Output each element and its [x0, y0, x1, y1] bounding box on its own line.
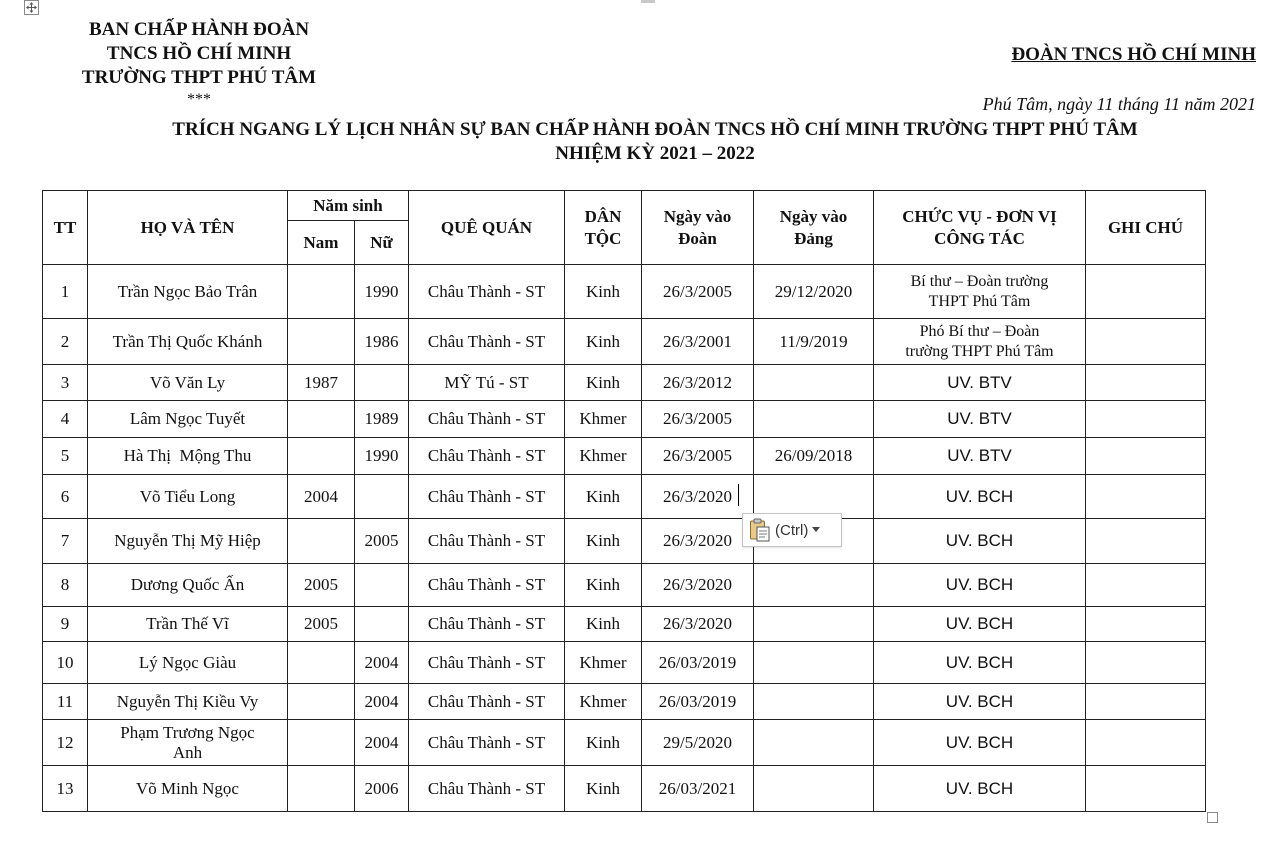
- header-position-line-1: CHỨC VỤ - ĐƠN VỊ: [902, 206, 1057, 226]
- table-row: [43, 401, 1206, 438]
- cell-position[interactable]: UV. BTV: [874, 438, 1086, 475]
- header-ethnicity: [565, 191, 642, 265]
- cell-male[interactable]: [288, 684, 355, 720]
- header-male: Nam: [288, 221, 355, 265]
- org-line-1: BAN CHẤP HÀNH ĐOÀN: [88, 19, 310, 40]
- organization-header: [58, 18, 340, 110]
- cell-note[interactable]: [1086, 766, 1206, 812]
- cell-ethnicity[interactable]: Kinh: [565, 265, 642, 319]
- cell-party-date[interactable]: 26/09/2018: [754, 438, 874, 475]
- cell-hometown[interactable]: Châu Thành - ST: [409, 519, 565, 564]
- cell-tt[interactable]: 1: [43, 265, 88, 319]
- cell-position[interactable]: UV. BTV: [874, 401, 1086, 438]
- cell-female[interactable]: [355, 365, 409, 401]
- cell-hometown[interactable]: Châu Thành - ST: [409, 642, 565, 684]
- cell-female[interactable]: [355, 607, 409, 642]
- cell-hometown[interactable]: Châu Thành - ST: [409, 684, 565, 720]
- cell-name[interactable]: Nguyễn Thị Mỹ Hiệp: [88, 519, 288, 564]
- cell-ethnicity[interactable]: Khmer: [565, 684, 642, 720]
- cell-hometown[interactable]: Châu Thành - ST: [409, 766, 565, 812]
- cell-position[interactable]: UV. BCH: [874, 684, 1086, 720]
- cell-hometown[interactable]: Châu Thành - ST: [409, 607, 565, 642]
- cell-female[interactable]: 1990: [355, 438, 409, 475]
- cell-youth-union-date[interactable]: 26/3/2020: [642, 564, 754, 607]
- cell-party-date[interactable]: [754, 642, 874, 684]
- cell-party-date[interactable]: [754, 564, 874, 607]
- cell-tt[interactable]: 13: [43, 766, 88, 812]
- cell-party-date[interactable]: [754, 607, 874, 642]
- cell-name[interactable]: Trần Ngọc Bảo Trân: [88, 265, 288, 319]
- table-resize-handle[interactable]: [1207, 812, 1218, 823]
- cell-note[interactable]: [1086, 475, 1206, 519]
- cell-position[interactable]: UV. BCH: [874, 519, 1086, 564]
- cell-youth-union-date[interactable]: 26/3/2005: [642, 438, 754, 475]
- table-move-handle[interactable]: [24, 0, 39, 15]
- cell-female[interactable]: 1986: [355, 319, 409, 365]
- cell-hometown[interactable]: Châu Thành - ST: [409, 265, 565, 319]
- cell-party-date[interactable]: [754, 475, 874, 519]
- table-row: [43, 564, 1206, 607]
- position-line-2: trường THPT Phú Tâm: [905, 342, 1054, 360]
- cell-tt[interactable]: 6: [43, 475, 88, 519]
- cell-tt[interactable]: 12: [43, 720, 88, 766]
- cell-party-date[interactable]: 11/9/2019: [754, 319, 874, 365]
- cell-tt[interactable]: 8: [43, 564, 88, 607]
- cell-position[interactable]: UV. BCH: [874, 720, 1086, 766]
- table-row: [43, 766, 1206, 812]
- header-tt: TT: [43, 191, 88, 265]
- cell-tt[interactable]: 11: [43, 684, 88, 720]
- header-party-line-2: Đảng: [794, 228, 833, 248]
- cell-female[interactable]: 2004: [355, 684, 409, 720]
- cell-youth-union-date[interactable]: 26/03/2019: [642, 684, 754, 720]
- cell-name[interactable]: [88, 720, 288, 766]
- name-line-2: Anh: [172, 742, 203, 762]
- cell-party-date[interactable]: 29/12/2020: [754, 265, 874, 319]
- table-row: [43, 265, 1206, 319]
- cell-youth-union-date[interactable]: 26/3/2020: [642, 607, 754, 642]
- header-ethnicity-line-1: DÂN: [584, 206, 622, 226]
- org-line-3: TRƯỜNG THPT PHÚ TÂM: [81, 67, 317, 88]
- cell-note[interactable]: [1086, 519, 1206, 564]
- cell-female[interactable]: [355, 564, 409, 607]
- cell-hometown[interactable]: MỸ Tú - ST: [409, 365, 565, 401]
- cell-note[interactable]: [1086, 642, 1206, 684]
- cell-youth-union-date[interactable]: 26/03/2019: [642, 642, 754, 684]
- cell-position[interactable]: UV. BCH: [874, 766, 1086, 812]
- name-line-1: Phạm Trương Ngọc: [120, 722, 255, 742]
- cell-male[interactable]: [288, 265, 355, 319]
- header-party-line-1: Ngày vào: [779, 206, 848, 226]
- position-line-1: Bí thư – Đoàn trường: [910, 272, 1049, 290]
- cell-hometown[interactable]: Châu Thành - ST: [409, 438, 565, 475]
- cell-name[interactable]: Lâm Ngọc Tuyết: [88, 401, 288, 438]
- cell-position[interactable]: UV. BCH: [874, 475, 1086, 519]
- cell-name[interactable]: Võ Tiểu Long: [88, 475, 288, 519]
- header-female: Nữ: [355, 221, 409, 265]
- paste-options-label: (Ctrl): [775, 521, 809, 539]
- cell-tt[interactable]: 7: [43, 519, 88, 564]
- cell-female[interactable]: 2004: [355, 720, 409, 766]
- org-line-2: TNCS HỒ CHÍ MINH: [106, 43, 292, 64]
- cell-male[interactable]: [288, 720, 355, 766]
- cell-female[interactable]: 2004: [355, 642, 409, 684]
- cell-tt[interactable]: 10: [43, 642, 88, 684]
- document-title: [36, 118, 1274, 166]
- cell-ethnicity[interactable]: Kinh: [565, 475, 642, 519]
- cell-hometown[interactable]: Châu Thành - ST: [409, 401, 565, 438]
- header-ethnicity-line-2: TỘC: [584, 228, 622, 248]
- table-row: [43, 684, 1206, 720]
- cell-tt[interactable]: 9: [43, 607, 88, 642]
- cell-party-date[interactable]: [754, 684, 874, 720]
- table-row: [43, 319, 1206, 365]
- cell-name[interactable]: Trần Thế Vĩ: [88, 607, 288, 642]
- cell-party-date[interactable]: [754, 365, 874, 401]
- cell-note[interactable]: [1086, 401, 1206, 438]
- cell-male[interactable]: 2004: [288, 475, 355, 519]
- cell-ethnicity[interactable]: Khmer: [565, 438, 642, 475]
- cell-male[interactable]: 1987: [288, 365, 355, 401]
- cell-note[interactable]: [1086, 564, 1206, 607]
- cell-tt[interactable]: 3: [43, 365, 88, 401]
- cell-note[interactable]: [1086, 265, 1206, 319]
- cell-note[interactable]: [1086, 684, 1206, 720]
- cell-name[interactable]: Lý Ngọc Giàu: [88, 642, 288, 684]
- table-row: [43, 720, 1206, 766]
- header-youth-union-date: [642, 191, 754, 265]
- title-line-2: NHIỆM KỲ 2021 – 2022: [555, 143, 755, 164]
- table-row: [43, 438, 1206, 475]
- header-youth-union-line-1: Ngày vào: [663, 206, 732, 226]
- cell-youth-union-date[interactable]: 26/3/2012: [642, 365, 754, 401]
- cell-hometown[interactable]: Châu Thành - ST: [409, 475, 565, 519]
- cell-youth-union-date[interactable]: 26/3/2005: [642, 265, 754, 319]
- cell-male[interactable]: [288, 319, 355, 365]
- union-header: ĐOÀN TNCS HỒ CHÍ MINH: [1011, 44, 1256, 65]
- cell-youth-union-date[interactable]: 26/3/2020: [642, 475, 754, 519]
- cell-female[interactable]: 2006: [355, 766, 409, 812]
- clipboard-icon: [749, 518, 771, 542]
- cell-ethnicity[interactable]: Khmer: [565, 642, 642, 684]
- table-row: [43, 475, 1206, 519]
- cell-male[interactable]: [288, 519, 355, 564]
- cell-hometown[interactable]: Châu Thành - ST: [409, 319, 565, 365]
- cell-youth-union-date[interactable]: 26/3/2005: [642, 401, 754, 438]
- paste-options-button[interactable]: [742, 513, 842, 547]
- cell-hometown[interactable]: Châu Thành - ST: [409, 564, 565, 607]
- cell-male[interactable]: [288, 401, 355, 438]
- cell-tt[interactable]: 4: [43, 401, 88, 438]
- header-position: [874, 191, 1086, 265]
- position-line-2: THPT Phú Tâm: [928, 292, 1031, 310]
- cell-youth-union-date[interactable]: 29/5/2020: [642, 720, 754, 766]
- cell-name[interactable]: Nguyễn Thị Kiều Vy: [88, 684, 288, 720]
- cell-position[interactable]: UV. BCH: [874, 564, 1086, 607]
- header-birth-year: Năm sinh: [288, 191, 409, 221]
- header-note: GHI CHÚ: [1086, 191, 1206, 265]
- cell-ethnicity[interactable]: Kinh: [565, 365, 642, 401]
- cell-male[interactable]: [288, 438, 355, 475]
- cell-position[interactable]: UV. BCH: [874, 642, 1086, 684]
- cell-male[interactable]: [288, 766, 355, 812]
- header-party-date: [754, 191, 874, 265]
- text-cursor: [738, 484, 739, 506]
- cell-name[interactable]: Trần Thị Quốc Khánh: [88, 319, 288, 365]
- cell-male[interactable]: 2005: [288, 607, 355, 642]
- header-youth-union-line-2: Đoàn: [678, 228, 717, 248]
- cell-party-date[interactable]: [754, 766, 874, 812]
- position-line-1: Phó Bí thư – Đoàn: [919, 322, 1040, 340]
- triangle-down-icon: [812, 527, 820, 533]
- cell-note[interactable]: [1086, 438, 1206, 475]
- cell-ethnicity[interactable]: Kinh: [565, 564, 642, 607]
- date-line: Phú Tâm, ngày 11 tháng 11 năm 2021: [982, 94, 1256, 114]
- move-icon: [26, 2, 37, 13]
- cell-name[interactable]: Dương Quốc Ấn: [88, 564, 288, 607]
- org-stars: ***: [187, 91, 211, 108]
- cell-youth-union-date[interactable]: 26/3/2020: [642, 519, 754, 564]
- table-row: [43, 519, 1206, 564]
- cell-youth-union-date[interactable]: 26/03/2021: [642, 766, 754, 812]
- header-position-line-2: CÔNG TÁC: [934, 228, 1025, 248]
- cell-note[interactable]: [1086, 319, 1206, 365]
- cell-tt[interactable]: 2: [43, 319, 88, 365]
- cell-party-date[interactable]: [754, 401, 874, 438]
- cell-party-date[interactable]: [754, 720, 874, 766]
- cell-female[interactable]: [355, 475, 409, 519]
- cell-female[interactable]: 1989: [355, 401, 409, 438]
- cell-name[interactable]: Võ Minh Ngọc: [88, 766, 288, 812]
- cell-ethnicity[interactable]: Khmer: [565, 401, 642, 438]
- cell-ethnicity[interactable]: Kinh: [565, 607, 642, 642]
- cell-ethnicity[interactable]: Kinh: [565, 319, 642, 365]
- title-line-1: TRÍCH NGANG LÝ LỊCH NHÂN SỰ BAN CHẤP HÀNH ĐOÀN TNCS HỒ CHÍ MINH TRƯỜNG THPT PHÚ TÂM: [172, 119, 1138, 140]
- cell-ethnicity[interactable]: Kinh: [565, 519, 642, 564]
- cell-male[interactable]: [288, 642, 355, 684]
- header-hometown: QUÊ QUÁN: [409, 191, 565, 265]
- cell-position[interactable]: [874, 265, 1086, 319]
- cell-position[interactable]: UV. BTV: [874, 365, 1086, 401]
- cell-ethnicity[interactable]: Kinh: [565, 766, 642, 812]
- roster-table: [42, 190, 1206, 812]
- cell-female[interactable]: 1990: [355, 265, 409, 319]
- cell-male[interactable]: 2005: [288, 564, 355, 607]
- table-row: [43, 642, 1206, 684]
- cell-name[interactable]: Võ Văn Ly: [88, 365, 288, 401]
- cell-note[interactable]: [1086, 365, 1206, 401]
- cell-tt[interactable]: 5: [43, 438, 88, 475]
- cell-hometown[interactable]: Châu Thành - ST: [409, 720, 565, 766]
- cell-youth-union-date[interactable]: 26/3/2001: [642, 319, 754, 365]
- header-name: HỌ VÀ TÊN: [88, 191, 288, 265]
- cell-female[interactable]: 2005: [355, 519, 409, 564]
- cell-position[interactable]: [874, 319, 1086, 365]
- cell-position[interactable]: UV. BCH: [874, 607, 1086, 642]
- table-row: [43, 607, 1206, 642]
- cell-note[interactable]: [1086, 720, 1206, 766]
- cell-note[interactable]: [1086, 607, 1206, 642]
- table-row: [43, 365, 1206, 401]
- ruler-marker: [641, 0, 655, 3]
- cell-ethnicity[interactable]: Kinh: [565, 720, 642, 766]
- cell-name[interactable]: Hà Thị Mộng Thu: [88, 438, 288, 475]
